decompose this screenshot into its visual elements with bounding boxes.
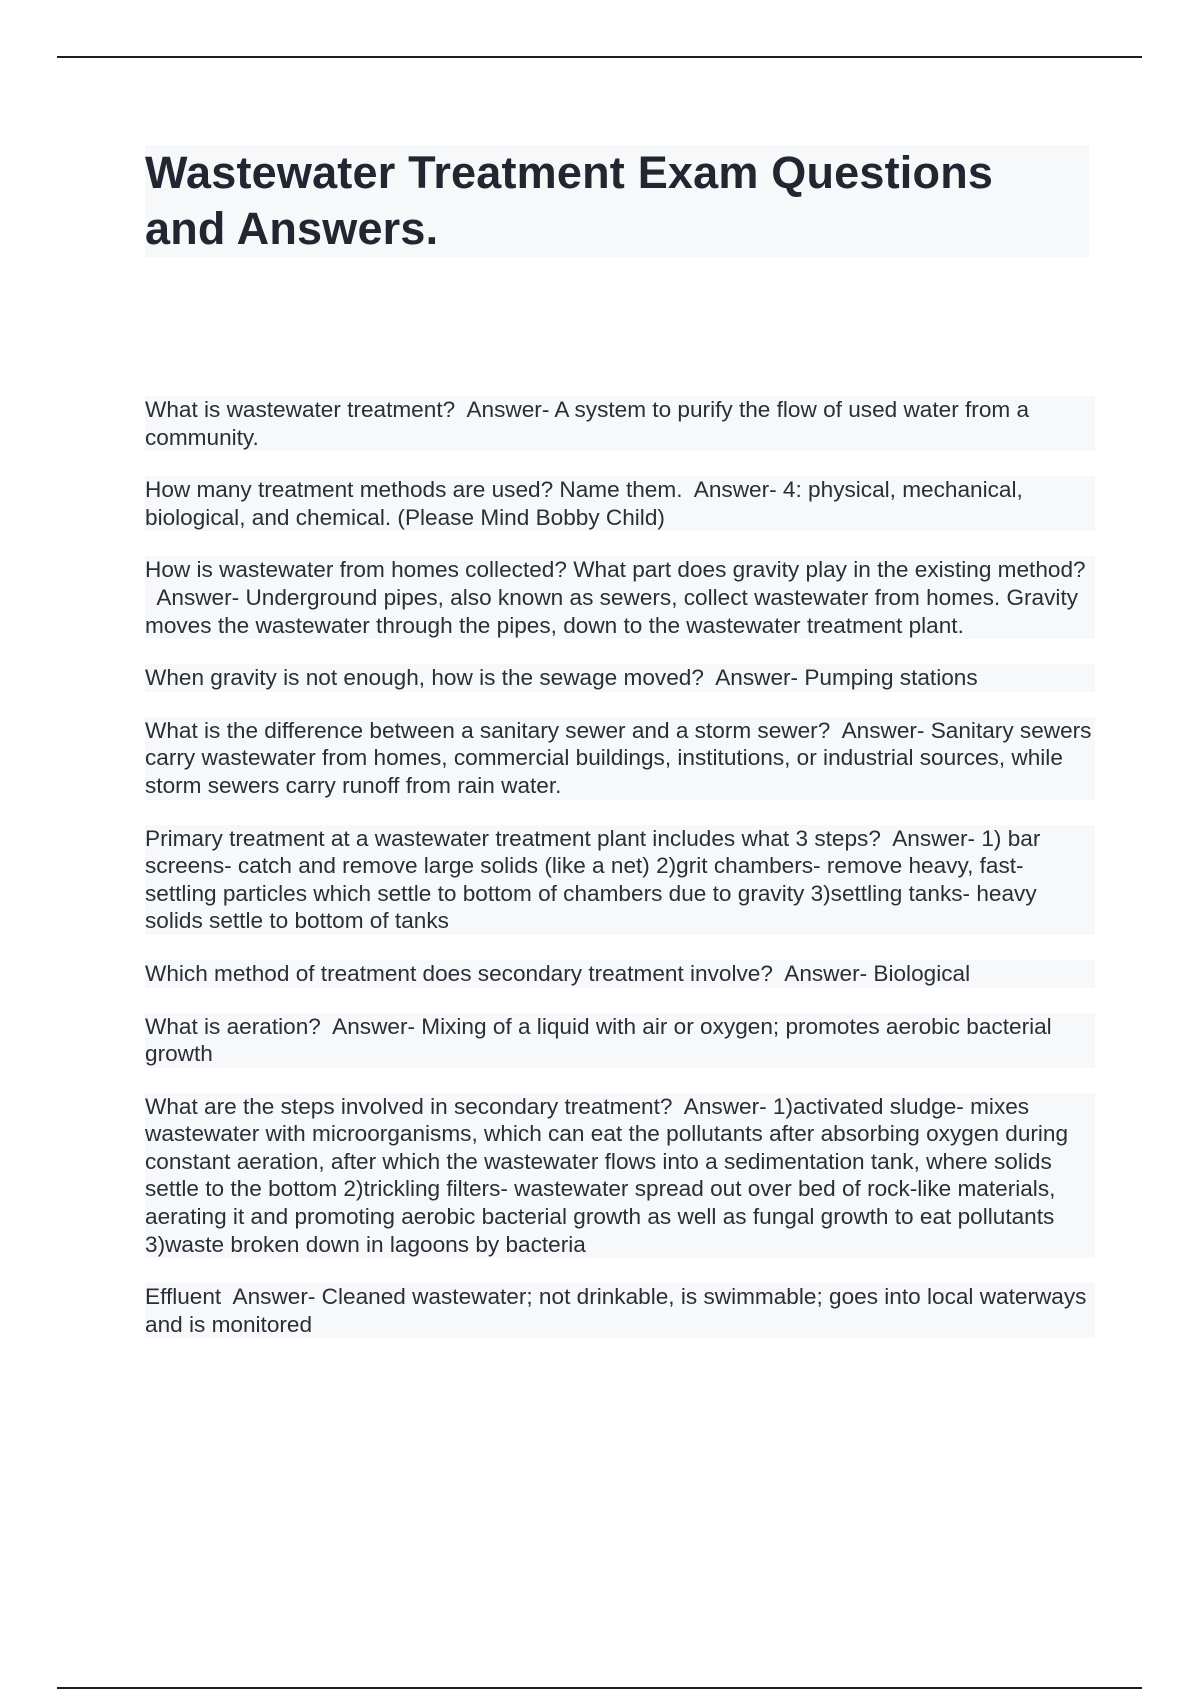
question-text: How is wastewater from homes collected? What part does gravity play in the existing method? xyxy=(145,557,1086,583)
answer-text: Answer- 1)activated sludge- mixes wastewater with microorganisms, which can eat the pollutants after absorbing oxygen during constant aeration, after which the wastewater flows into a sedimentation tank, where solids settle to the bottom 2)trickling filters- wastewater spread out over bed of rock-like materials, aerating it and promoting aerobic bacterial growth as well as fungal growth to eat pollutants 3)waste broken down in lagoons by bacteria xyxy=(145,1093,1069,1257)
page-title-line-1: Wastewater Treatment Exam Questions xyxy=(145,147,994,198)
question-text: How many treatment methods are used? Name them. xyxy=(145,477,683,503)
qa-item xyxy=(145,1093,1095,1259)
answer-text: Answer- Cleaned wastewater; not drinkable, is swimmable; goes into local waterways and is monitored xyxy=(145,1284,1087,1337)
answer-text: Answer- A system to purify the flow of used water from a community. xyxy=(145,397,1030,450)
footer-rule xyxy=(57,1687,1142,1689)
question-text: What is the difference between a sanitary sewer and a storm sewer? xyxy=(145,717,831,743)
qa-item xyxy=(145,476,1095,531)
qa-item xyxy=(145,717,1095,800)
qa-list xyxy=(145,396,1095,1363)
qa-item xyxy=(145,664,1095,692)
question-text: Effluent xyxy=(145,1284,222,1310)
question-text: When gravity is not enough, how is the sewage moved? xyxy=(145,665,704,691)
qa-item xyxy=(145,960,1095,988)
question-text: What is wastewater treatment? xyxy=(145,397,456,422)
qa-item xyxy=(145,1013,1095,1068)
question-text: What are the steps involved in secondary treatment? xyxy=(145,1093,673,1119)
qa-item xyxy=(145,1283,1095,1338)
question-text: What is aeration? xyxy=(145,1013,321,1039)
answer-text: Answer- Biological xyxy=(784,960,971,986)
qa-item xyxy=(145,396,1095,451)
question-text: Primary treatment at a wastewater treatment plant includes what 3 steps? xyxy=(145,825,881,851)
page-title xyxy=(145,145,1089,257)
title-block xyxy=(145,145,1089,257)
answer-text: Answer- Sanitary sewers carry wastewater from homes, commercial buildings, institutions, or industrial sources, while storm sewers carry runoff from rain water. xyxy=(145,717,1092,798)
answer-text: Answer- Mixing of a liquid with air or oxygen; promotes aerobic bacterial growth xyxy=(145,1013,1052,1067)
page-title-line-2: and Answers. xyxy=(145,203,439,254)
qa-item xyxy=(145,556,1095,639)
qa-item xyxy=(145,825,1095,935)
answer-text: Answer- Pumping stations xyxy=(715,665,978,691)
header-rule xyxy=(57,56,1142,58)
answer-text: Answer- 1) bar screens- catch and remove large solids (like a net) 2)grit chambers- remove heavy, fast-settling particles which settle to bottom of chambers due to gravity 3)settling tanks- heavy solids settle to bottom of tanks xyxy=(145,825,1041,934)
answer-text: Answer- Underground pipes, also known as sewers, collect wastewater from homes. Gravity moves the wastewater through the pipes, down to the wastewater treatment plant. xyxy=(145,584,1079,638)
question-text: Which method of treatment does secondary treatment involve? xyxy=(145,960,773,986)
answer-text: Answer- 4: physical, mechanical, biological, and chemical. (Please Mind Bobby Child) xyxy=(145,477,1023,530)
